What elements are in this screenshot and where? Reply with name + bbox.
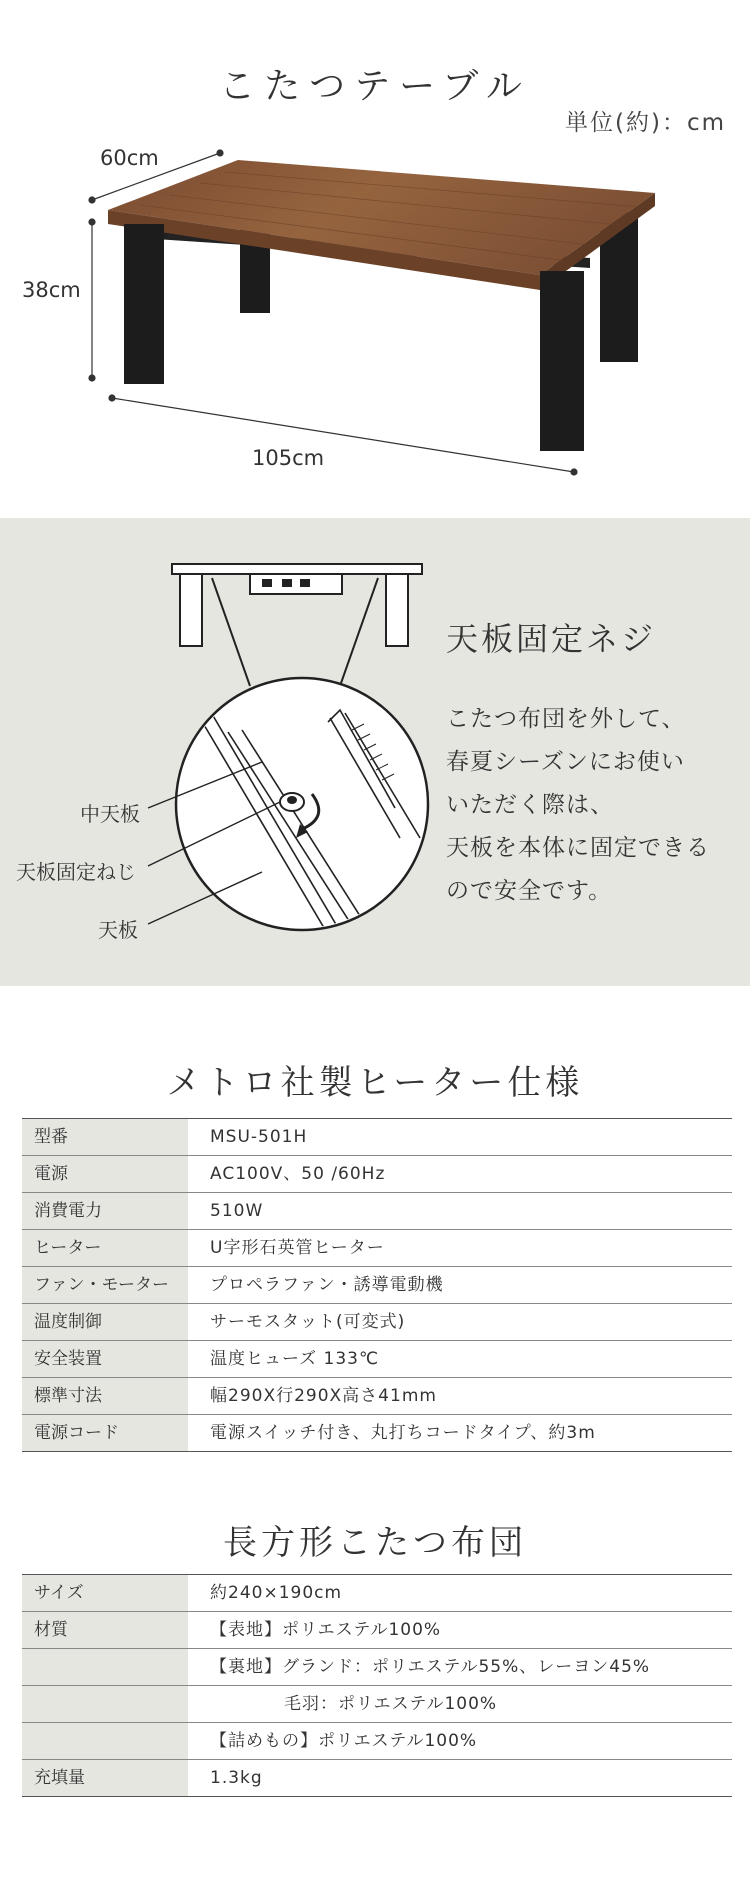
table-row — [22, 1230, 732, 1267]
feature-desc-line: いただく際は、 — [446, 792, 614, 818]
spec-value: 毛羽：ポリエステル100% — [284, 1694, 498, 1714]
spec-value: 約240×190cm — [210, 1583, 343, 1603]
leg-front-left — [124, 224, 164, 384]
spec-label: ファン・モーター — [22, 1267, 188, 1303]
feature-desc-line: こたつ布団を外して、 — [446, 706, 686, 732]
spec-value: サーモスタット(可変式) — [210, 1312, 406, 1332]
unit-label: 単位(約)：cm — [565, 110, 726, 136]
spec-value: 温度ヒューズ 133℃ — [210, 1349, 380, 1369]
spec-value: 【表地】ポリエステル100% — [210, 1620, 442, 1640]
screw-diagram — [0, 518, 430, 986]
feature-desc-line: 天板を本体に固定できる — [446, 835, 710, 861]
spec-value: 電源スイッチ付き、丸打ちコードタイプ、約3m — [210, 1423, 596, 1443]
futon-spec-title: 長方形こたつ布団 — [223, 1523, 527, 1563]
feature-description — [446, 698, 746, 913]
spec-label: 消費電力 — [22, 1193, 188, 1229]
table-row — [22, 1156, 732, 1193]
spec-value: 【裏地】グランド：ポリエステル55%、レーヨン45% — [210, 1657, 651, 1677]
spec-value: AC100V、50 /60Hz — [210, 1164, 386, 1184]
table-row — [22, 1341, 732, 1378]
table-row — [22, 1119, 732, 1156]
heater-spec-table — [22, 1118, 732, 1452]
table-row — [22, 1686, 732, 1723]
callout-middle-board: 中天板 — [80, 802, 140, 826]
spec-label: 充填量 — [22, 1760, 188, 1796]
spec-value: プロペラファン・誘導電動機 — [210, 1275, 444, 1295]
depth-label: 60cm — [100, 146, 159, 170]
spec-value: 【詰めもの】ポリエステル100% — [210, 1731, 478, 1751]
futon-spec-table — [22, 1574, 732, 1797]
height-label: 38cm — [22, 278, 81, 302]
spec-value: 510W — [210, 1201, 264, 1221]
table-row — [22, 1378, 732, 1415]
page-title: こたつテーブル — [219, 66, 531, 107]
table-row — [22, 1304, 732, 1341]
spec-label: サイズ — [22, 1575, 188, 1611]
spec-label — [22, 1723, 188, 1759]
table-row — [22, 1415, 732, 1451]
table-row — [22, 1723, 732, 1760]
table-row — [22, 1649, 732, 1686]
spec-label: 標準寸法 — [22, 1378, 188, 1414]
spec-label: 電源コード — [22, 1415, 188, 1451]
callout-screw: 天板固定ねじ — [16, 860, 136, 884]
feature-desc-line: 春夏シーズンにお使い — [446, 749, 685, 775]
spec-label: 安全装置 — [22, 1341, 188, 1377]
feature-section — [0, 518, 750, 986]
heater-spec-title: メトロ社製ヒーター仕様 — [166, 1063, 584, 1103]
table-row — [22, 1612, 732, 1649]
width-label: 105cm — [252, 446, 325, 470]
spec-label: 温度制御 — [22, 1304, 188, 1340]
spec-label: 電源 — [22, 1156, 188, 1192]
spec-label — [22, 1649, 188, 1685]
kotatsu-table-image — [0, 140, 750, 480]
table-row — [22, 1760, 732, 1796]
callout-top-board: 天板 — [98, 918, 138, 942]
table-row — [22, 1267, 732, 1304]
feature-desc-line: ので安全です。 — [446, 878, 613, 904]
leg-front-right — [540, 271, 584, 451]
spec-label: ヒーター — [22, 1230, 188, 1266]
spec-value: 1.3kg — [210, 1768, 263, 1788]
table-row — [22, 1193, 732, 1230]
spec-label: 型番 — [22, 1119, 188, 1155]
spec-value: U字形石英管ヒーター — [210, 1238, 385, 1258]
table-row — [22, 1575, 732, 1612]
spec-label — [22, 1686, 188, 1722]
spec-value: 幅290X行290X高さ41mm — [210, 1386, 437, 1406]
spec-value: MSU-501H — [210, 1127, 308, 1147]
feature-title: 天板固定ネジ — [446, 620, 657, 658]
spec-label: 材質 — [22, 1612, 188, 1648]
